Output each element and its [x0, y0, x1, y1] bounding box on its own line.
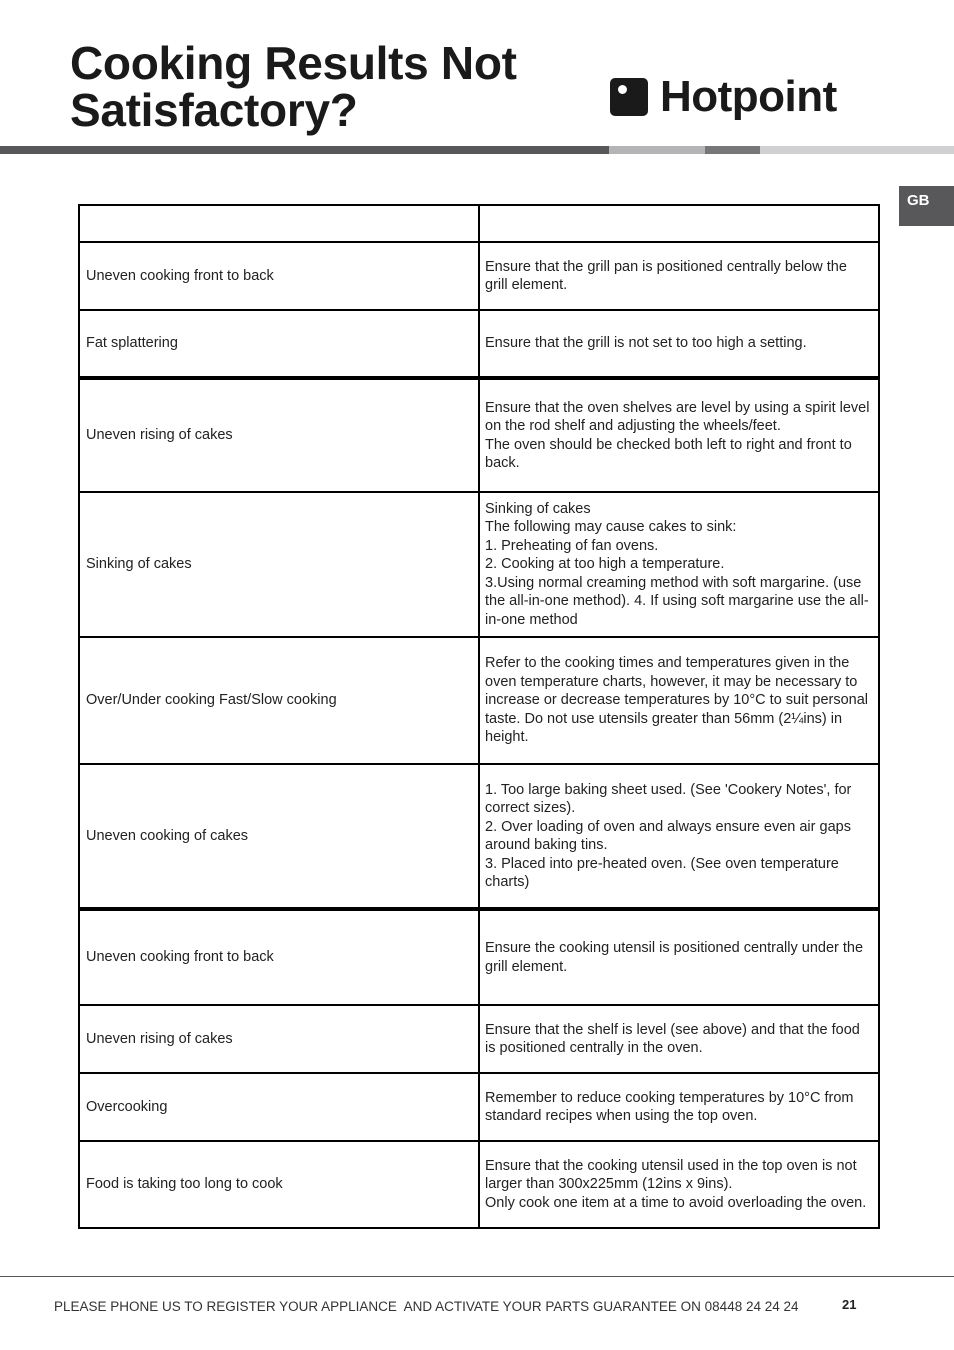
solution-line: Refer to the cooking times and temperatures given in the oven temperature charts, however, it may be necessary to increase or decrease temperatures by 10°C to suit personal taste. Do not use utensils greater than 56mm (2¼ins) in height. [485, 655, 868, 746]
language-tab: GB [899, 186, 954, 226]
table-row [79, 492, 879, 637]
table-row [79, 909, 879, 1005]
solution-line: Ensure that the shelf is level (see above) and that the food is positioned centrally in the oven. [485, 1021, 860, 1056]
solution-line: 3.Using normal creaming method with soft margarine. (use the all-in-one method). 4. If using soft margarine use the all-in-one method [485, 574, 869, 628]
solution-line: Ensure that the cooking utensil used in the top oven is not larger than 300x225mm (12ins x 9ins). [485, 1157, 857, 1193]
solution-cell [479, 1073, 879, 1141]
fault-cell: Uneven rising of cakes [79, 378, 479, 492]
table-row [79, 1141, 879, 1228]
table-row [79, 242, 879, 310]
solution-line: Ensure that the grill is not set to too high a setting. [485, 335, 807, 352]
table-row [79, 378, 879, 492]
solution-cell [479, 492, 879, 637]
solution-cell [479, 242, 879, 310]
page-number: 21 [842, 1297, 857, 1312]
page-title-line-2: Satisfactory? [70, 84, 358, 136]
solution-line: Ensure that the grill pan is positioned centrally below the grill element. [485, 258, 847, 293]
solution-line: 1. Too large baking sheet used. (See 'Cookery Notes', for correct sizes). [485, 781, 852, 816]
header-rule-segment [609, 146, 705, 154]
table-header-row [79, 205, 879, 242]
fault-cell: Overcooking [79, 1073, 479, 1141]
hotpoint-logo-icon [610, 78, 648, 116]
solution-line: Sinking of cakes [485, 500, 591, 517]
solution-line: 2. Over loading of oven and always ensure even air gaps around baking tins. [485, 818, 851, 853]
solution-cell [479, 378, 879, 492]
solution-line: Remember to reduce cooking temperatures by 10°C from standard recipes when using the top oven. [485, 1089, 854, 1124]
solution-line: Ensure that the oven shelves are level by using a spirit level on the rod shelf and adjusting the wheels/feet. [485, 399, 870, 434]
fault-cell: Uneven cooking front to back [79, 242, 479, 310]
table-row [79, 764, 879, 909]
solution-cell [479, 1141, 879, 1228]
solution-line: The following may cause cakes to sink: [485, 519, 737, 536]
table-header-cell-fault [79, 205, 479, 242]
table-row [79, 1005, 879, 1073]
fault-cell: Food is taking too long to cook [79, 1141, 479, 1228]
table-header-cell-solution [479, 205, 879, 242]
solution-line: Ensure the cooking utensil is positioned centrally under the grill element. [485, 940, 864, 975]
fault-cell: Uneven rising of cakes [79, 1005, 479, 1073]
solution-line: 1. Preheating of fan ovens. [485, 537, 659, 554]
fault-cell: Fat splattering [79, 310, 479, 378]
header-rule-segment [705, 146, 760, 154]
page-title-line-1: Cooking Results Not [70, 37, 517, 89]
solution-line: The oven should be checked both left to right and front to back. [485, 436, 852, 471]
troubleshooting-table [78, 204, 880, 1229]
fault-cell: Over/Under cooking Fast/Slow cooking [79, 637, 479, 764]
fault-cell: Sinking of cakes [79, 492, 479, 637]
table-row [79, 1073, 879, 1141]
solution-line: 2. Cooking at too high a temperature. [485, 556, 725, 573]
solution-line: 3. Placed into pre-heated oven. (See oven temperature charts) [485, 855, 839, 890]
fault-cell: Uneven cooking front to back [79, 909, 479, 1005]
solution-cell [479, 909, 879, 1005]
table-row [79, 310, 879, 378]
footer-registration-text: PLEASE PHONE US TO REGISTER YOUR APPLIANCE AND ACTIVATE YOUR PARTS GUARANTEE ON 08448 24 24 24 [54, 1299, 799, 1314]
header-rule-segment [760, 146, 954, 154]
solution-cell [479, 637, 879, 764]
solution-cell [479, 1005, 879, 1073]
solution-line: Only cook one item at a time to avoid overloading the oven. [485, 1194, 867, 1211]
header-rule-segment [0, 146, 609, 154]
brand-name: Hotpoint [660, 72, 837, 121]
brand-logo [610, 72, 837, 121]
fault-cell: Uneven cooking of cakes [79, 764, 479, 909]
footer-rule [0, 1276, 954, 1277]
table-row [79, 637, 879, 764]
solution-cell [479, 310, 879, 378]
page-title [70, 37, 517, 136]
solution-cell [479, 764, 879, 909]
